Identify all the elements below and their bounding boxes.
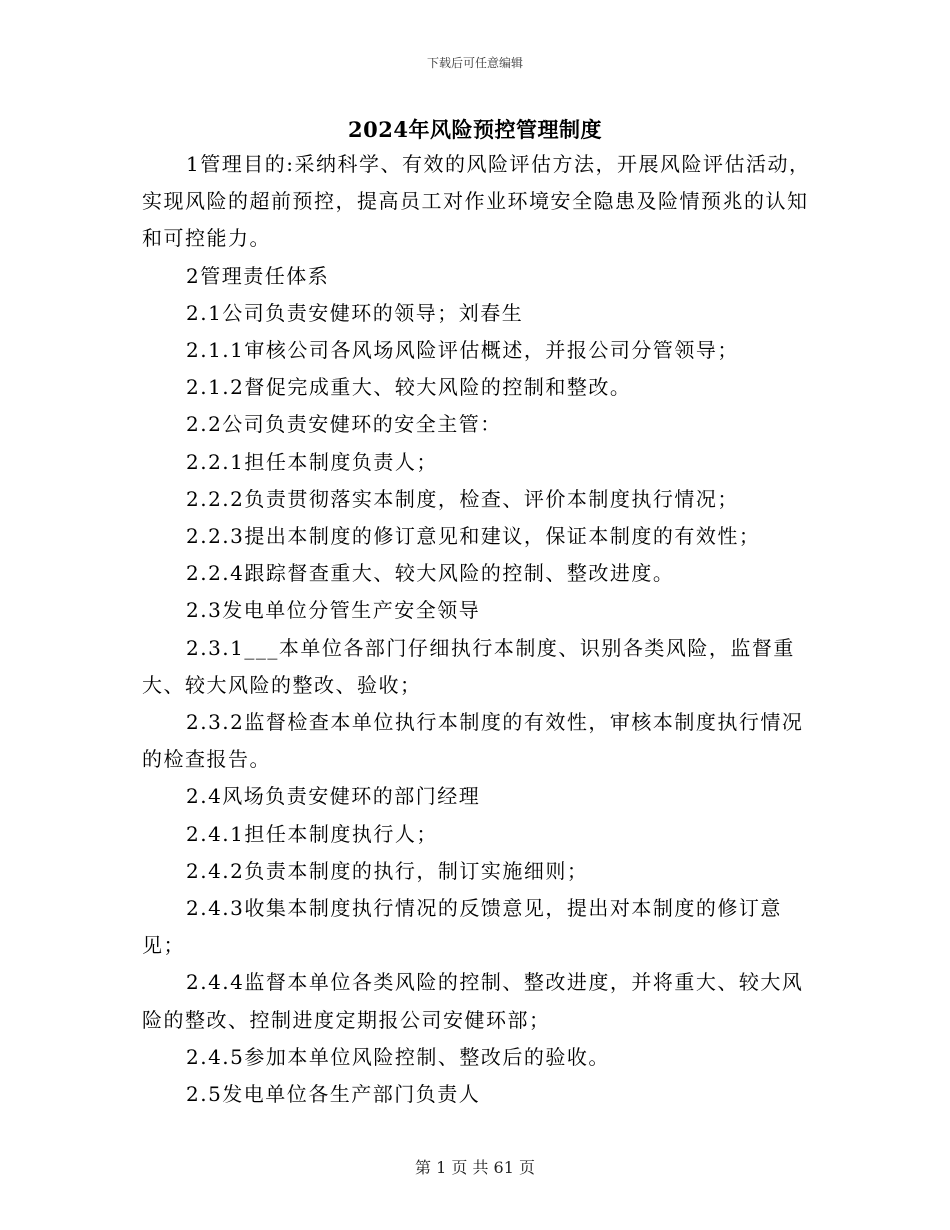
paragraph-2-1-2: 2.1.2督促完成重大、较大风险的控制和整改。 — [186, 375, 632, 400]
paragraph-2-5: 2.5发电单位各生产部门负责人 — [186, 1082, 481, 1107]
paragraph-2-1: 2.1公司负责安健环的领导；刘春生 — [186, 300, 524, 325]
page-number-footer: 第 1 页 共 61 页 — [415, 1158, 535, 1177]
paragraph-2-2-2: 2.2.2负责贯彻落实本制度，检查、评价本制度执行情况； — [186, 486, 739, 511]
paragraph-purpose: 1管理目的:采纳科学、有效的风险评估方法，开展风险评估活动，实现风险的超前预控，提高员工对作业环境安全隐患及险情预兆的认知和可控能力。 — [142, 152, 811, 251]
paragraph-2-1-1: 2.1.1审核公司各风场风险评估概述，并报公司分管领导； — [186, 338, 739, 363]
paragraph-2-4-3: 2.4.3收集本制度执行情况的反馈意见，提出对本制度的修订意见； — [142, 896, 782, 958]
paragraph-2-4: 2.4风场负责安健环的部门经理 — [186, 784, 481, 809]
paragraph-2-3-2: 2.3.2监督检查本单位执行本制度的有效性，审核本制度执行情况的检查报告。 — [142, 710, 804, 772]
paragraph-2-4-4: 2.4.4监督本单位各类风险的控制、整改进度，并将重大、较大风险的整改、控制进度定期报公司安健环部； — [142, 970, 804, 1032]
document-title: 2024年风险预控管理制度 — [348, 117, 602, 142]
paragraph-2-4-5: 2.4.5参加本单位风险控制、整改后的验收。 — [186, 1044, 610, 1069]
paragraph-2-2-3: 2.2.3提出本制度的修订意见和建议，保证本制度的有效性； — [186, 524, 761, 549]
paragraph-2-2-1: 2.2.1担任本制度负责人； — [186, 449, 438, 474]
paragraph-2-3: 2.3发电单位分管生产安全领导 — [186, 598, 481, 623]
paragraph-2-4-2: 2.4.2负责本制度的执行，制订实施细则； — [186, 858, 589, 883]
page-header-note: 下载后可任意编辑 — [426, 56, 523, 70]
paragraph-2-3-1: 2.3.1___本单位各部门仔细执行本制度、识别各类风险，监督重大、较大风险的整改、验收； — [142, 635, 795, 697]
paragraph-section-2: 2管理责任体系 — [186, 263, 330, 288]
document-body — [142, 146, 818, 1113]
paragraph-2-4-1: 2.4.1担任本制度执行人； — [186, 821, 438, 846]
paragraph-2-2-4: 2.2.4跟踪督查重大、较大风险的控制、整改进度。 — [186, 561, 675, 586]
paragraph-2-2: 2.2公司负责安健环的安全主管： — [186, 412, 502, 437]
